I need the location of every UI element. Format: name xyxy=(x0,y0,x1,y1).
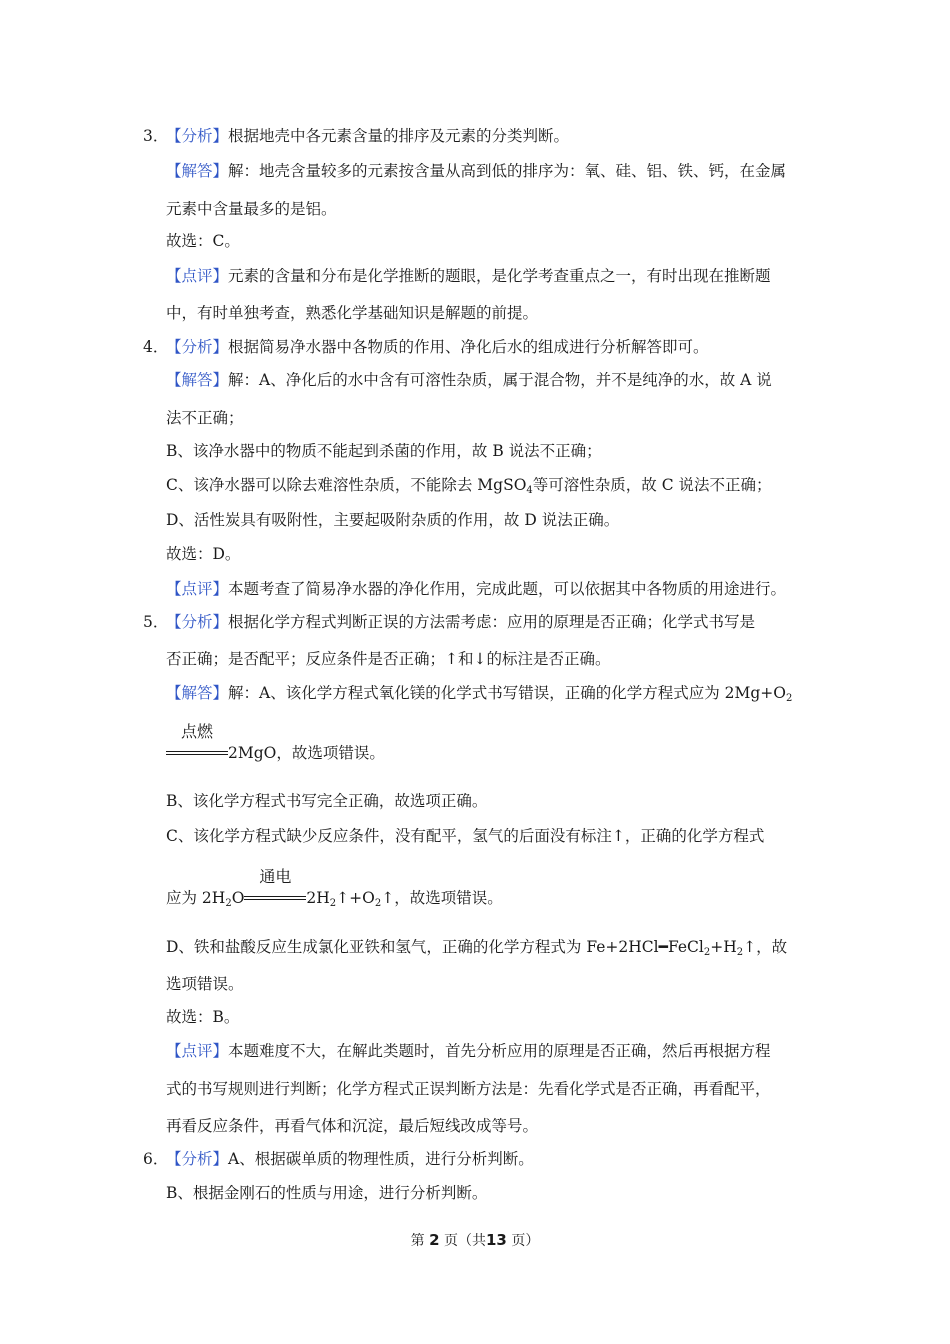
analysis-tag: 【分析】 xyxy=(166,127,229,145)
question-number-6: 6． xyxy=(143,1150,169,1168)
footer-text: 页（共 xyxy=(444,1233,486,1249)
analysis-tag: 【分析】 xyxy=(166,1150,229,1168)
analysis-line xyxy=(166,337,709,357)
answer-text: 解：地壳含量较多的元素按含量从高到低的排序为：氧、硅、铝、铁、钙，在金属 xyxy=(228,162,787,180)
choice-line: 故选：D。 xyxy=(166,545,241,563)
reaction-condition-arrow xyxy=(166,722,228,763)
option-c-text: C、该化学方程式缺少反应条件，没有配平，氢气的后面没有标注↑，正确的化学方程式 xyxy=(166,827,765,845)
equation-part: 应为 2H xyxy=(166,889,226,907)
equal-sign xyxy=(244,896,306,900)
analysis-line xyxy=(166,126,569,146)
condition-label: 通电 xyxy=(259,867,292,886)
analysis-text: 否正确；是否配平；反应条件是否正确；↑和↓的标注是否正确。 xyxy=(166,650,611,668)
analysis-tag: 【分析】 xyxy=(166,338,229,356)
question-number-5: 5． xyxy=(143,613,169,631)
answer-line xyxy=(166,683,792,703)
equation-text: 2MgO，故选项错误。 xyxy=(228,744,385,762)
equation-part: +H xyxy=(710,938,737,956)
equation-part: 2H xyxy=(306,889,330,907)
subscript: 2 xyxy=(225,898,232,909)
comment-line xyxy=(166,579,786,599)
option-c-part: C、该净水器可以除去难溶性杂质，不能除去 MgSO xyxy=(166,476,527,494)
analysis-line xyxy=(166,612,755,632)
footer-text: 页） xyxy=(511,1233,540,1249)
page-footer xyxy=(0,1230,950,1250)
page-number: 2 xyxy=(429,1231,440,1249)
subscript: 4 xyxy=(526,485,533,496)
comment-line xyxy=(166,266,771,286)
analysis-text: 根据简易净水器中各物质的作用、净化后水的组成进行分析解答即可。 xyxy=(228,338,709,356)
page-total: 13 xyxy=(486,1231,507,1249)
analysis-text: 根据地壳中各元素含量的排序及元素的分类判断。 xyxy=(228,127,570,145)
option-b-text: B、该净水器中的物质不能起到杀菌的作用，故 B 说法不正确； xyxy=(166,442,602,460)
answer-text: 元素中含量最多的是铝。 xyxy=(166,200,337,218)
subscript: 2 xyxy=(374,898,382,909)
comment-text: 中，有时单独考查，熟悉化学基础知识是解题的前提。 xyxy=(166,304,539,322)
analysis-tag: 【分析】 xyxy=(166,613,229,631)
choice-line: 故选：B。 xyxy=(166,1008,240,1026)
answer-text: 解：A、净化后的水中含有可溶性杂质，属于混合物，并不是纯净的水，故 A 说 xyxy=(228,371,772,389)
answer-tag: 【解答】 xyxy=(166,162,229,180)
footer-text: 第 xyxy=(410,1233,425,1249)
analysis-text: A、根据碳单质的物理性质，进行分析判断。 xyxy=(228,1150,534,1168)
question-number-3: 3． xyxy=(143,127,169,145)
equation-part: D、铁和盐酸反应生成氯化亚铁和氢气，正确的化学方程式为 Fe+2HCl xyxy=(166,938,659,956)
reaction-condition-arrow xyxy=(244,867,306,908)
answer-text: 法不正确； xyxy=(166,409,244,427)
comment-tag: 【点评】 xyxy=(166,267,229,285)
comment-text: 再看反应条件，再看气体和沉淀，最后短线改成等号。 xyxy=(166,1117,539,1135)
equation-part: ↑+O xyxy=(336,889,375,907)
answer-line xyxy=(166,161,786,181)
subscript: 2 xyxy=(703,947,711,958)
subscript: 2 xyxy=(786,693,793,704)
answer-tag: 【解答】 xyxy=(166,684,229,702)
equation-line xyxy=(166,722,385,763)
comment-line xyxy=(166,1041,771,1061)
equation-part: ↑，故 xyxy=(743,938,788,956)
question-number-4: 4． xyxy=(143,338,169,356)
subscript: 2 xyxy=(736,947,744,958)
comment-tag: 【点评】 xyxy=(166,1042,229,1060)
comment-text: 本题考查了简易净水器的净化作用，完成此题，可以依据其中各物质的用途进行。 xyxy=(228,580,787,598)
comment-text: 本题难度不大，在解此类题时，首先分析应用的原理是否正确，然后再根据方程 xyxy=(228,1042,771,1060)
analysis-text: B、根据金刚石的性质与用途，进行分析判断。 xyxy=(166,1184,488,1202)
answer-text: 解：A、该化学方程式氧化镁的化学式书写错误，正确的化学方程式应为 2Mg+O xyxy=(228,684,786,702)
option-d-text: 选项错误。 xyxy=(166,975,244,993)
answer-line xyxy=(166,370,772,390)
equation-part: ↑，故选项错误。 xyxy=(381,889,503,907)
subscript: 2 xyxy=(329,898,337,909)
comment-text: 式的书写规则进行判断；化学方程式正误判断方法是：先看化学式是否正确，再看配平， xyxy=(166,1080,771,1098)
option-b-text: B、该化学方程式书写完全正确，故选项正确。 xyxy=(166,792,488,810)
analysis-text: 根据化学方程式判断正误的方法需考虑：应用的原理是否正确；化学式书写是 xyxy=(228,613,756,631)
answer-tag: 【解答】 xyxy=(166,371,229,389)
condition-label: 点燃 xyxy=(180,722,213,741)
option-d-text: D、活性炭具有吸附性，主要起吸附杂质的作用，故 D 说法正确。 xyxy=(166,511,620,529)
choice-line: 故选：C。 xyxy=(166,232,240,250)
equation-part: FeCl xyxy=(667,938,704,956)
option-c-text xyxy=(166,475,772,495)
equation-line xyxy=(166,867,503,909)
equation-part: O xyxy=(231,889,245,907)
equation-dash: ━ xyxy=(658,938,668,956)
comment-tag: 【点评】 xyxy=(166,580,229,598)
analysis-line xyxy=(166,1149,534,1169)
equal-sign xyxy=(166,751,228,755)
comment-text: 元素的含量和分布是化学推断的题眼，是化学考查重点之一，有时出现在推断题 xyxy=(228,267,771,285)
option-d-text xyxy=(166,937,787,957)
option-c-part: 等可溶性杂质，故 C 说法不正确； xyxy=(532,476,772,494)
